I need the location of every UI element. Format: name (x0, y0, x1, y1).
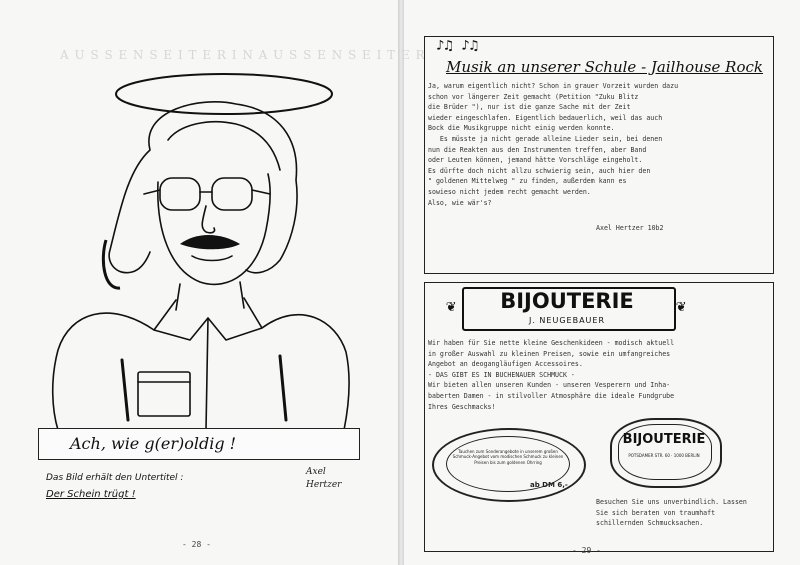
shop-logo-title: BIJOUTERIE (500, 289, 634, 313)
article-line: oder Leuten können, jemand hätte Vorschläge eingeholt. (428, 156, 643, 165)
subtitle-line-1: Das Bild erhält den Untertitel : (46, 473, 184, 483)
oval-advert-price: ab DM 6,- (530, 481, 568, 489)
closing-line: Sie sich beraten von traumhaft (596, 508, 716, 517)
author-signature: Axel Hertzer (306, 467, 342, 490)
article-line: schon vor längerer Zeit gemacht (Petition "Zuku Blitz (428, 92, 639, 101)
article-line: Bock die Musikgruppe nicht einig werden konnte. (428, 124, 615, 133)
article-line: " goldenen Mittelweg " zu finden, außerdem kann es (428, 177, 627, 186)
badge-logo-title: BIJOUTERIE (622, 432, 706, 447)
article-line: nun die Reakten aus den Instrumenten treffen, aber Band (428, 145, 647, 154)
closing-line: Besuchen Sie uns unverbindlich. Lassen (596, 498, 747, 506)
music-notes-icon: ♪♫ ♪♫ (436, 38, 479, 54)
article-line: wieder eingeschlafen. Eigentlich bedauerlich, weil das auch (428, 113, 663, 122)
subtitle-line-2: Der Schein trügt ! (46, 489, 136, 500)
shop-line: Angebot an deogangläufigen Accessoires. (428, 360, 583, 369)
shop-line: in großer Auswahl zu kleinen Preisen, sowie ein umfangreiches (428, 349, 671, 358)
closing-line: schillernden Schmucksachen. (596, 519, 704, 528)
article-line: Ja, warum eigentlich nicht? Schon in grauer Vorzeit wurden dazu (428, 82, 679, 90)
article-line: Es müsste ja nicht gerade alleine Lieder sein, bei denen (428, 134, 663, 143)
oval-advert-text: Tauchen zum Sonderangebote in unserem großen Schmuck-Angebot vom modischen Schmuck zu kleinen Preisen bis zum goldenen Ohrring (452, 449, 564, 465)
ornament-right-icon: ❦ (676, 296, 686, 315)
badge-logo-address: POTSDAMER STR. 60 · 1000 BERLIN (628, 453, 700, 458)
ornament-left-icon: ❦ (446, 296, 456, 315)
glasses-right-lens (212, 178, 252, 210)
article-author: Axel Hertzer 10b2 (596, 224, 664, 232)
shop-line: Ihres Geschmacks! (428, 402, 496, 411)
shirt-pocket (138, 372, 190, 416)
shop-logo-owner: J. NEUGEBAUER (528, 316, 606, 325)
shop-text (428, 338, 674, 412)
article-title: Musik an unserer Schule - Jailhouse Rock (446, 58, 763, 76)
article-line: sowieso nicht jedem recht gemacht werden. (428, 187, 591, 196)
closing-text (596, 497, 747, 529)
page-number-left: - 28 - (182, 540, 211, 549)
glasses-left-lens (160, 178, 200, 210)
article-line: Es dürfte doch nicht allzu schwierig sein, auch hier den (428, 166, 651, 175)
shop-line: Wir bieten allen unseren Kunden - unseren Vesperern und Inha- (428, 381, 671, 390)
shop-line: - DAS GIBT ES IN BUCHENAUER SCHMUCK - (428, 370, 575, 379)
moustache-shape (180, 235, 240, 249)
caption-text: Ach, wie g(er)oldig ! (70, 434, 237, 453)
shop-line: baberten Damen - in stilvoller Atmosphäre die ideale Fundgrube (428, 391, 675, 400)
article-line: die Brüder "), nur ist die ganze Sache mit der Zeit (428, 103, 631, 112)
halo-shape (116, 74, 332, 114)
faded-page-heading: A U S S E N S E I T E R I N A U S S E N S E I T E R (60, 48, 426, 62)
article-body (428, 81, 678, 208)
shop-line: Wir haben für Sie nette kleine Geschenkideen - modisch aktuell (428, 339, 675, 347)
shirt-body (53, 313, 349, 430)
page-number-right: - 29 - (572, 546, 601, 555)
article-line: Also, wie wär's? (428, 198, 492, 207)
